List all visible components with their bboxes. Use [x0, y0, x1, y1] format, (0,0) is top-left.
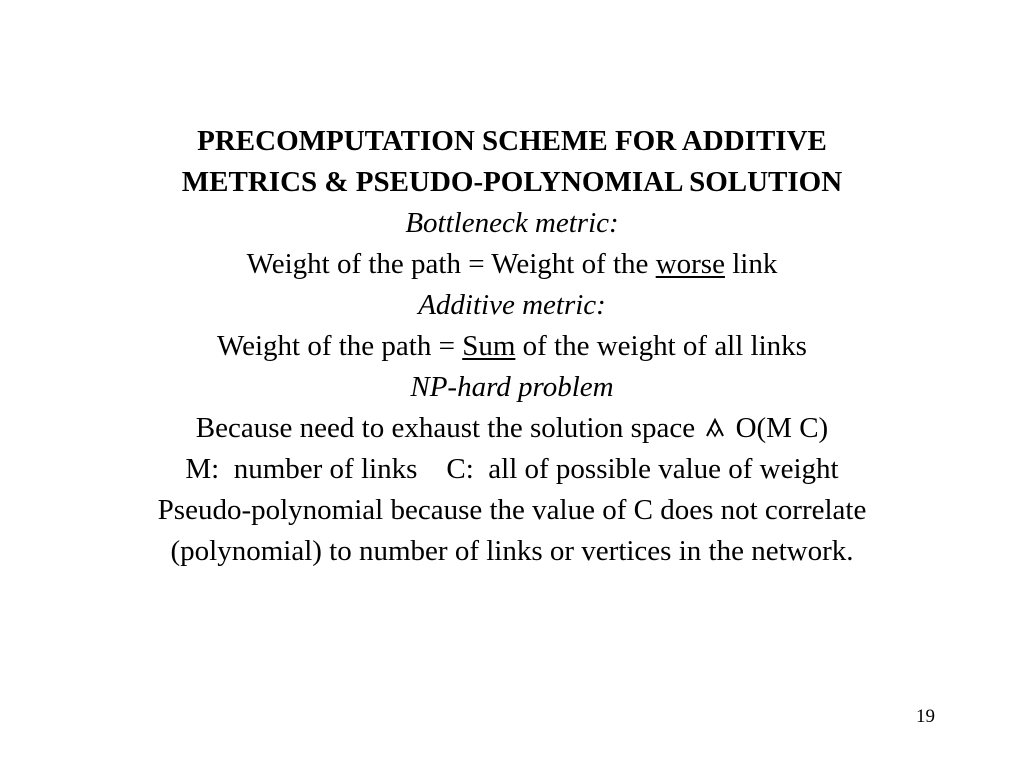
page-number: 19 [916, 706, 935, 727]
np-hard-heading: NP-hard problem [410, 371, 614, 403]
additive-heading: Additive metric: [418, 289, 606, 321]
bottleneck-heading: Bottleneck metric: [405, 207, 619, 239]
np-hard-text-before: Because need to exhaust the solution space [195, 412, 703, 444]
np-hard-explanation [60, 408, 964, 449]
additive-definition [60, 326, 964, 367]
definitions-line: M: number of links C: all of possible value of weight [185, 453, 839, 485]
additive-text-before: Weight of the path = [217, 330, 463, 362]
implies-arrow-icon [704, 417, 726, 439]
bottleneck-text-before: Weight of the path = Weight of the [246, 248, 656, 280]
bottleneck-emphasis: worse [655, 248, 725, 280]
additive-text-after: of the weight of all links [515, 330, 807, 362]
slide-content [60, 121, 964, 572]
additive-emphasis: Sum [462, 330, 516, 362]
bottleneck-text-after: link [724, 248, 778, 280]
bottleneck-definition [60, 244, 964, 285]
pseudo-polynomial-line-1: Pseudo-polynomial because the value of C does not correlate [157, 494, 867, 526]
np-hard-text-after: O(M C) [728, 412, 829, 444]
pseudo-polynomial-line-2: (polynomial) to number of links or vertices in the network. [170, 535, 854, 567]
title-line-1: PRECOMPUTATION SCHEME FOR ADDITIVE [197, 125, 827, 157]
title-line-2: METRICS & PSEUDO-POLYNOMIAL SOLUTION [181, 166, 843, 198]
